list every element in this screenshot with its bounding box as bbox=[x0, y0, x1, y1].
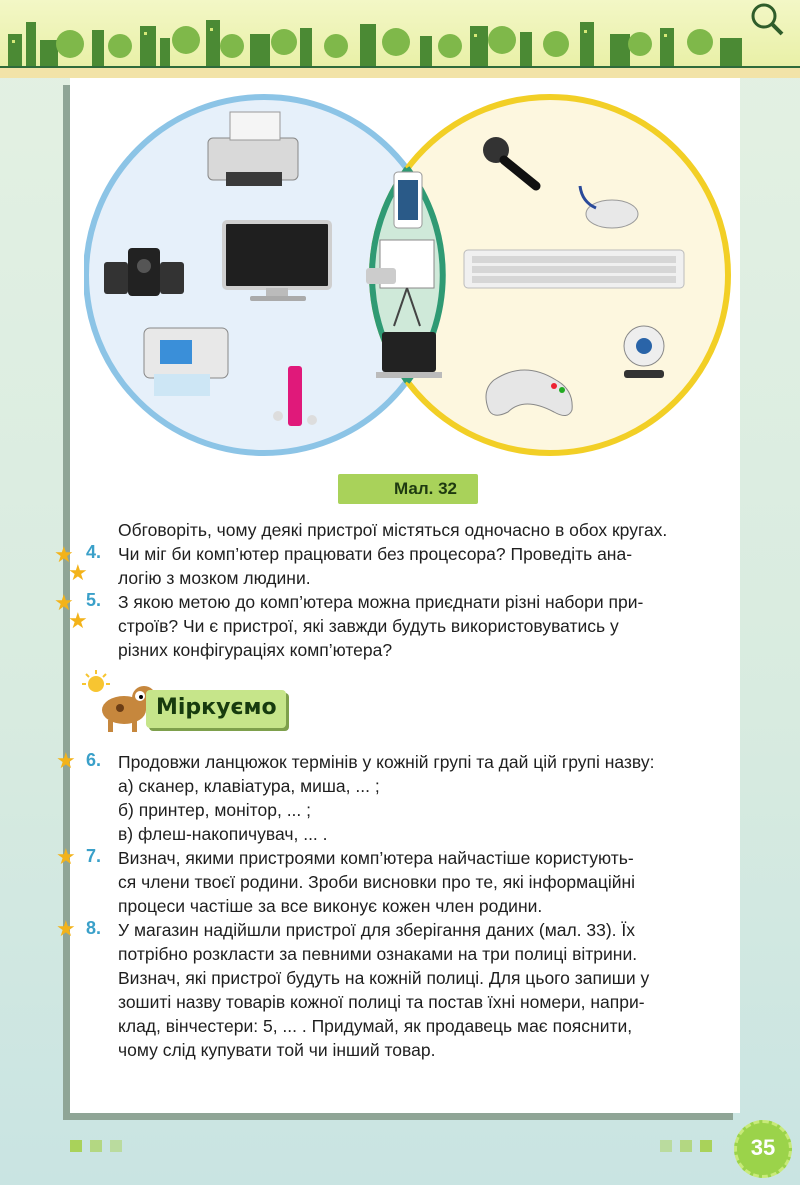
tablet-icon bbox=[376, 332, 442, 378]
question-line: процеси частіше за все виконує кожен член родини. bbox=[118, 896, 543, 916]
question-line: ся члени твоєї родини. Зроби висновки про те, які інформаційні bbox=[118, 872, 636, 892]
question-line: З якою метою до комп’ютера можна приєднати різні набори при- bbox=[118, 592, 644, 612]
star-icon: ★ bbox=[68, 608, 88, 633]
question-line: Визнач, якими пристроями комп’ютера найчастіше користують- bbox=[118, 848, 634, 868]
question-line: потрібно розкласти за певними ознаками на три полиці вітрини. bbox=[118, 944, 638, 964]
venn-diagram bbox=[84, 90, 736, 466]
decor-square bbox=[110, 1140, 122, 1152]
question-line: У магазин надійшли пристрої для зберігання даних (мал. 33). Їх bbox=[118, 920, 636, 940]
question-number: 5. bbox=[86, 590, 102, 610]
star-icon: ★ bbox=[56, 844, 76, 869]
decor-square bbox=[700, 1140, 712, 1152]
star-icon: ★ bbox=[56, 916, 76, 941]
page-number: 35 bbox=[750, 1135, 776, 1160]
question-line: в) флеш-накопичувач, ... . bbox=[118, 824, 328, 844]
question-line: чому слід купувати той чи інший товар. bbox=[118, 1040, 436, 1060]
star-icon: ★ bbox=[56, 748, 76, 773]
section-title: Міркуємо bbox=[156, 695, 277, 720]
question-line: Визнач, які пристрої будуть на кожній полиці. Для цього запиши у bbox=[118, 968, 650, 988]
keyboard-icon bbox=[464, 250, 684, 288]
question-line: різних конфігураціях комп’ютера? bbox=[118, 640, 393, 660]
question-number: 4. bbox=[86, 542, 102, 562]
figure-caption bbox=[338, 474, 478, 504]
question-line: Продовжи ланцюжок термінів у кожній групі та дай цій групі назву: bbox=[118, 752, 655, 772]
figure-caption-text: Мал. 32 bbox=[394, 479, 457, 498]
question-line: а) сканер, клавіатура, миша, ... ; bbox=[118, 776, 380, 796]
question-line: Чи міг би комп’ютер працювати без процесора? Проведіть ана- bbox=[118, 544, 633, 564]
question-line: клад, вінчестери: 5, ... . Придумай, як продавець має пояснити, bbox=[118, 1016, 633, 1036]
star-icon: ★ bbox=[54, 542, 74, 567]
smartphone-icon bbox=[394, 172, 422, 228]
question-number: 8. bbox=[86, 918, 102, 938]
webcam-icon bbox=[624, 326, 664, 378]
question-line: б) принтер, монітор, ... ; bbox=[118, 800, 312, 820]
page-number-badge bbox=[734, 1120, 792, 1178]
monitor-icon bbox=[224, 222, 330, 301]
intro-text: Обговоріть, чому деякі пристрої містяться одночасно в обох кругах. bbox=[118, 520, 668, 540]
star-icon: ★ bbox=[54, 590, 74, 615]
decor-square bbox=[90, 1140, 102, 1152]
ground-strip bbox=[0, 66, 800, 78]
section-badge bbox=[146, 690, 286, 728]
question-line: строїв? Чи є пристрої, які завжди будуть використовуватись у bbox=[118, 616, 619, 636]
decor-square bbox=[680, 1140, 692, 1152]
question-number: 6. bbox=[86, 750, 102, 770]
question-line: логію з мозком людини. bbox=[118, 568, 311, 588]
star-icon: ★ bbox=[68, 560, 88, 585]
question-line: зошиті назву товарів кожної полиці та постав їхні номери, напри- bbox=[118, 992, 645, 1012]
decor-square bbox=[70, 1140, 82, 1152]
decor-square bbox=[660, 1140, 672, 1152]
question-number: 7. bbox=[86, 846, 102, 866]
